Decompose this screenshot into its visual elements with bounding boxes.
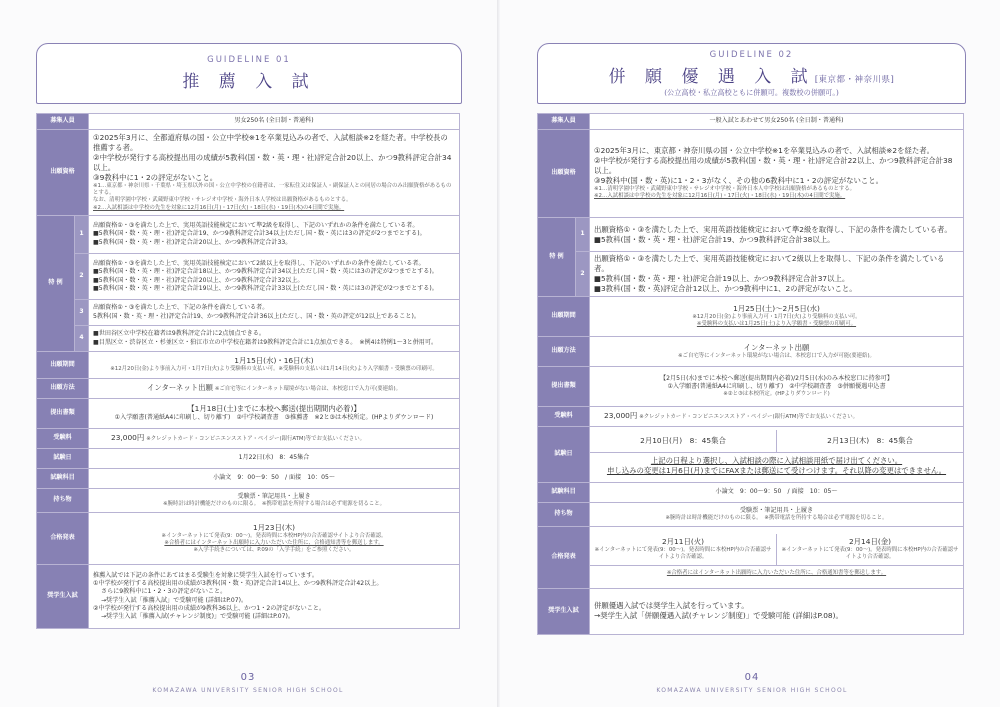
exam-date-notes <box>590 453 963 479</box>
result-option-a <box>590 534 777 565</box>
row-method <box>538 336 964 366</box>
tokurei-line: ■世田谷区立中学校在籍者は9教科評定合計に2点加点できる。 <box>93 330 265 338</box>
qualification-note-1b: なお、清明学園中学校・武蔵野東中学校・サレジオ中学校・海外日本人学校は出願資格があるものとする。 <box>93 197 352 204</box>
tokurei-number: 2 <box>75 254 89 300</box>
school-name: KOMAZAWA UNIVERSITY SENIOR HIGH SCHOOL <box>656 687 848 694</box>
documents-note: ※②と③は本校所定。(HPよりダウンロード) <box>723 391 830 397</box>
row-qualification <box>37 130 460 216</box>
label-belongings: 持ち物 <box>538 502 590 526</box>
label-qualification: 出願資格 <box>538 130 590 218</box>
belongings-note: ※腕時計は時計機能だけのものに限る。 ※携帯電話を所持する場合は必ず電源を切ること。 <box>163 500 385 507</box>
heigan-table <box>537 113 964 635</box>
guideline-label: GUIDELINE 02 <box>709 50 794 60</box>
label-period: 出願期間 <box>538 296 590 336</box>
label-method: 出願方法 <box>538 336 590 366</box>
documents-head: 【2月5日(水)までに本校へ郵送(提出期間内必着)/2月5日(水)のみ本校窓口に持参可】 <box>660 374 893 382</box>
label-subjects: 試験科目 <box>538 482 590 502</box>
scholarship-line: →奨学生入試「推薦入試」で受験可能 (詳細はP.07)。 <box>101 596 248 604</box>
belongings-content <box>590 502 964 526</box>
tokurei-line: ■3教科(国・数・英)評定合計12以上、かつ9教科中に1、2の評定がないこと。 <box>594 283 857 293</box>
tokurei-line: ■5教科(国・数・英・理・社)評定合計18以上、かつ9教科評定合計34以上(ただし国・数・英には3の評定が2つまでとする)。 <box>93 268 438 276</box>
section-title: 推 薦 入 試 <box>182 72 316 92</box>
belongings-note: ※腕時計は時計機能だけのものに限る。 ※携帯電話を所持する場合は必ず電源を切ること。 <box>665 514 888 521</box>
label-subjects: 試験科目 <box>37 469 89 489</box>
row-period <box>538 296 964 336</box>
tokurei-number: 3 <box>75 300 89 326</box>
fee-note: ※クレジットカード・コンビニエンスストア・ペイジー(銀行ATM)等でお支払いください。 <box>639 414 858 421</box>
tokurei-number: 2 <box>576 252 590 297</box>
result-content <box>590 526 964 588</box>
label-recruit: 募集人員 <box>538 114 590 130</box>
fee-note: ※クレジットカード・コンビニエンスストア・ペイジー(銀行ATM)等でお支払いください。 <box>146 436 365 443</box>
row-tokurei-4 <box>37 326 460 352</box>
row-result <box>538 526 964 588</box>
label-fee: 受験料 <box>538 406 590 426</box>
method-note: ※ご自宅等にインターネット環境がない場合は、本校窓口で入力が可能(要連絡)。 <box>678 352 875 359</box>
qualification-line-2: ②中学校が発行する高校提出用の成績が5教科(国・数・英・理・社)評定合計22以上、かつ9教科評定合計38以上。 <box>594 156 953 176</box>
subjects-value: 小論文 9：00〜9：50 / 面接 10：05〜 <box>89 469 460 489</box>
exam-date-content <box>590 426 964 482</box>
section-title-bracket: [東京都・神奈川県] <box>814 75 895 85</box>
row-result <box>37 513 460 565</box>
row-fee <box>37 429 460 449</box>
tokurei-line: 出願資格①・③を満たした上で、実用英語技能検定において準2級を取得し、下記の条件を満たしている者。 <box>594 224 952 234</box>
scholarship-line: ②中学校が発行する高校提出用の成績が9教科36以上、かつ1・2の評定がないこと。 <box>93 604 326 612</box>
scholarship-line: さらに9教科中に1・2・3の評定がないこと。 <box>101 588 227 596</box>
row-recruit <box>37 114 460 130</box>
row-period <box>37 352 460 379</box>
scholarship-line: →奨学生入試「併願優遇入試(チャレンジ制度)」で受験可能 (詳細はP.08)。 <box>594 611 843 621</box>
period-note-2: ※受験料の支払いは1月25日(土)より入学願書・受験票の印刷可。 <box>696 321 857 328</box>
period-content <box>590 296 964 336</box>
page-number: 03 <box>240 672 256 683</box>
label-scholarship: 奨学生入試 <box>37 565 89 629</box>
qualification-line-3: ③9教科中に1・2の評定がないこと。 <box>93 172 218 182</box>
result-note-3: ※入学手続きについては、P.09の「入学手続」をご参照ください。 <box>193 547 355 554</box>
method-note: ※ご自宅等にインターネット環境がない場合は、本校窓口で入力可(要連絡)。 <box>214 386 401 393</box>
row-tokurei-1 <box>37 216 460 254</box>
recruit-value: 男女250名 (全日制・普通科) <box>89 114 460 130</box>
documents-body: ①入学願書(普通紙A4に印刷し、切り離す) ②中学校調査書 ③併願優遇申込書 <box>667 382 886 390</box>
documents-head: 【1月18日(土)までに本校へ郵送(提出期間内必着)】 <box>187 404 361 414</box>
result-option-b <box>777 534 963 565</box>
row-exam-date <box>538 426 964 482</box>
tokurei-line: ■5教科(国・数・英・理・社)評定合計19、かつ9教科評定合計34以上(ただし国・数・英には3の評定が2つまでとする)。 <box>93 230 426 238</box>
tokurei-line: ■5教科(国・数・英・理・社)評定合計20以上、かつ9教科評定合計33。 <box>93 238 292 246</box>
row-scholarship <box>37 565 460 629</box>
result-note-1: ※インターネットにて発表(9：00〜)。発表時間に本校HP内の合否確認サイトより合否確認。 <box>161 532 387 539</box>
label-belongings: 持ち物 <box>37 489 89 513</box>
tokurei-number: 1 <box>576 218 590 252</box>
guideline-header-heigan <box>537 43 966 104</box>
documents-content <box>590 366 964 406</box>
tokurei-line: 5教科(国・数・英・理・社)評定合計19、かつ9教科評定合計36以上(ただし、国・数・英の評定が12以上であること)。 <box>93 312 420 320</box>
qualification-note-1: ※1…清明学園中学校・武蔵野東中学校・サレジオ中学校・海外日本人中学校は出願資格があるものとする。 <box>594 186 856 193</box>
row-belongings <box>37 489 460 513</box>
tokurei-content <box>89 326 460 352</box>
tokurei-line: 出願資格①・③を満たした上で、下記の条件を満たしている者。 <box>93 304 269 312</box>
guideline-header-recommendation <box>36 43 462 104</box>
label-method: 出願方法 <box>37 379 89 399</box>
result-main: 1月23日(木) <box>252 522 296 532</box>
method-main: インターネット出願 <box>147 383 213 393</box>
result-b-main: 2月14日(金) <box>848 537 892 546</box>
tokurei-line: 出願資格①・③を満たした上で、実用英語技能検定において準2級を取得し、下記のいずれかの条件を満たしている者。 <box>93 222 419 230</box>
row-fee <box>538 406 964 426</box>
method-content <box>89 379 460 399</box>
scholarship-content <box>89 565 460 629</box>
row-method <box>37 379 460 399</box>
period-note: ※12月20日(金)より事前入力可・1月7日(火)より受験料の支払い可。※受験料の支払いは1月14日(火)より入学願書・受験票の印刷可。 <box>110 366 438 373</box>
label-qualification: 出願資格 <box>37 130 89 216</box>
tokurei-content <box>89 300 460 326</box>
page-number: 04 <box>744 672 760 683</box>
result-content <box>89 513 460 565</box>
belongings-content <box>89 489 460 513</box>
qualification-content <box>89 130 460 216</box>
tokurei-number: 1 <box>75 216 89 254</box>
page-right <box>500 0 1000 707</box>
qualification-note-1: ※1…東京都・神奈川県・千葉県・埼玉県以外の国・公立中学校の在籍者は、一家転住又は保証人・副保証人との同居の場合のみ出願資格があるものとする。 <box>93 182 452 197</box>
row-subjects <box>538 482 964 502</box>
tokurei-content <box>590 218 964 252</box>
result-b-note: ※インターネットにて発表(9：00〜)。発表時間に本校HP内の合否確認サイトより合否確認。 <box>781 546 959 561</box>
label-exam-date: 試験日 <box>538 426 590 482</box>
label-tokurei: 特 例 <box>37 216 75 352</box>
label-exam-date: 試験日 <box>37 449 89 469</box>
tokurei-content <box>590 252 964 297</box>
result-note-2: ※合格者にはインターネット出願時に入力いただいた住所に、合格通知書等を郵送します。 <box>164 539 384 546</box>
row-scholarship <box>538 588 964 634</box>
tokurei-line: ■目黒区立・渋谷区立・杉並区立・狛江市立の中学校在籍者は9教科評定合計に1点加点できる。 ※例4は特例1〜3と併用可。 <box>93 338 438 346</box>
scholarship-line: 併願優遇入試では奨学生入試を行っています。 <box>594 601 749 611</box>
scholarship-line: →奨学生入試「推薦入試(チャレンジ制度)」で受験可能 (詳細はP.07)。 <box>101 612 295 620</box>
belongings-main: 受験票・筆記用具・上履き <box>739 506 814 514</box>
label-recruit: 募集人員 <box>37 114 89 130</box>
exam-date-option-b: 2月13日(木) 8：45集合 <box>827 435 913 445</box>
row-qualification <box>538 130 964 218</box>
row-documents <box>538 366 964 406</box>
belongings-main: 受験票・筆記用具・上履き <box>237 492 311 500</box>
tokurei-line: 出願資格①・③を満たした上で、実用英語技能検定において2級以上を取得し、下記の条件を満たしている者。 <box>594 254 945 273</box>
period-main: 1月25日(土)〜2月5日(水) <box>733 304 820 314</box>
recruit-value: 一般入試とあわせて男女250名 (全日制・普通科) <box>590 114 964 130</box>
label-documents: 提出書類 <box>538 366 590 406</box>
tokurei-line: ■5教科(国・数・英・理・社)評定合計19、かつ9教科評定合計38以上。 <box>594 234 835 244</box>
qualification-line-1: ①2025年3月に、東京都・神奈川県の国・公立中学校※1を卒業見込みの者で、入試相談※2を経た者。 <box>594 146 935 156</box>
row-tokurei-3 <box>37 300 460 326</box>
exam-date-note-2: 申し込みの変更は1月6日(月)までにFAXまたは郵送にて受けつけます。それ以降の変更はできません。 <box>606 465 947 475</box>
label-tokurei: 特 例 <box>538 218 576 297</box>
label-result: 合格発表 <box>37 513 89 565</box>
tokurei-line: ■5教科(国・数・英・理・社)評定合計19以上、かつ9教科評定合計33以上(ただし国・数・英には3の評定が2つまでとする)。 <box>93 284 438 292</box>
exam-date-note-1: 上記の日程より選択し、入試相談の際に入試相談用紙で届け出てください。 <box>650 455 903 465</box>
fee-content <box>590 406 964 426</box>
row-belongings <box>538 502 964 526</box>
tokurei-line: ■5教科(国・数・英・理・社)評定合計19以上、かつ9教科評定合計37以上。 <box>594 273 850 283</box>
result-options <box>590 534 963 566</box>
row-tokurei-2 <box>37 254 460 300</box>
label-result: 合格発表 <box>538 526 590 588</box>
school-name: KOMAZAWA UNIVERSITY SENIOR HIGH SCHOOL <box>152 687 344 694</box>
scholarship-content <box>590 588 964 634</box>
row-recruit <box>538 114 964 130</box>
period-main: 1月15日(水)・16日(木) <box>234 356 314 366</box>
tokurei-content <box>89 216 460 254</box>
guideline-label: GUIDELINE 01 <box>207 55 291 65</box>
label-scholarship: 奨学生入試 <box>538 588 590 634</box>
result-a-note: ※インターネットにて発表(9：00〜)。発表時間に本校HP内の合否確認サイトより合否確認。 <box>594 546 772 561</box>
fee-main: 23,000円 <box>111 433 145 443</box>
documents-body: ①入学願書(普通紙A4に印刷し、切り離す) ②中学校調査書 ③推薦書 ※2と③は本校所定。(HPよりダウンロード) <box>114 414 434 422</box>
method-main: インターネット出願 <box>743 342 810 352</box>
tokurei-number: 4 <box>75 326 89 352</box>
row-tokurei-1 <box>538 218 964 252</box>
fee-content <box>89 429 460 449</box>
documents-content <box>89 399 460 429</box>
label-period: 出願期間 <box>37 352 89 379</box>
subjects-value: 小論文 9：00〜9：50 / 面接 10：05〜 <box>590 482 964 502</box>
label-documents: 提出書類 <box>37 399 89 429</box>
tokurei-line: 出願資格①・③を満たした上で、実用英語技能検定において2級以上を取得し、下記のいずれかの条件を満たしている者。 <box>93 260 425 268</box>
exam-date-options <box>590 430 963 453</box>
row-subjects <box>37 469 460 489</box>
scholarship-line: ①中学校が発行する高校提出用の成績が3教科(国・数・英)評定合計14以上、かつ9教科評定合計42以上。 <box>93 580 383 588</box>
row-tokurei-2 <box>538 252 964 297</box>
qualification-line-1: ①2025年3月に、全都道府県の国・公立中学校※1を卒業見込みの者で、入試相談※2を経た者。中学校長の推薦する者。 <box>93 132 448 152</box>
qualification-line-3: ③9教科中(国・数・英)に1・2・3がなく、その他の6教科中に1・2の評定がないこと。 <box>594 176 884 186</box>
qualification-content <box>590 130 964 218</box>
tokurei-line: ■5教科(国・数・英・理・社)評定合計20以上、かつ9教科評定合計32以上。 <box>93 276 304 284</box>
period-content <box>89 352 460 379</box>
qualification-note-2: ※2…入試相談は中学校の先生を対象に12月16日(月)・17日(火)・18日(水)・19日(木)の4日間で実施。 <box>93 204 345 211</box>
qualification-line-2: ②中学校が発行する高校提出用の成績が5教科(国・数・英・理・社)評定合計20以上、かつ9教科評定合計34以上。 <box>93 152 452 172</box>
section-title: 併 願 優 遇 入 試 <box>608 67 815 87</box>
fee-main: 23,000円 <box>604 411 638 421</box>
exam-date-option-a: 2月10日(月) 8：45集合 <box>590 430 777 452</box>
section-title-wrap <box>538 62 965 87</box>
result-note: ※合格者にはインターネット出願時に入力いただいた住所に、合格通知書等を郵送します。 <box>666 569 887 576</box>
tokurei-content <box>89 254 460 300</box>
qualification-note-2: ※2…入試相談は中学校の先生を対象に12月16日(月)・17日(火)・18日(水)・19日(木)の4日間で実施。 <box>594 193 846 200</box>
section-subtitle: (公立高校・私立高校ともに併願可。複数校の併願可。) <box>664 88 839 97</box>
exam-date-value: 1月22日(水) 8：45集合 <box>89 449 460 469</box>
period-note-1: ※12月20日(金)より事前入力可・1月7日(火)より受験料の支払い可。 <box>692 314 861 321</box>
recommendation-table <box>36 113 460 629</box>
result-a-main: 2月11日(火) <box>661 537 705 546</box>
label-fee: 受験料 <box>37 429 89 449</box>
row-exam-date <box>37 449 460 469</box>
scholarship-line: 推薦入試では下記の条件にあてはまる受験生を対象に奨学生入試を行っています。 <box>93 571 318 579</box>
method-content <box>590 336 964 366</box>
row-documents <box>37 399 460 429</box>
